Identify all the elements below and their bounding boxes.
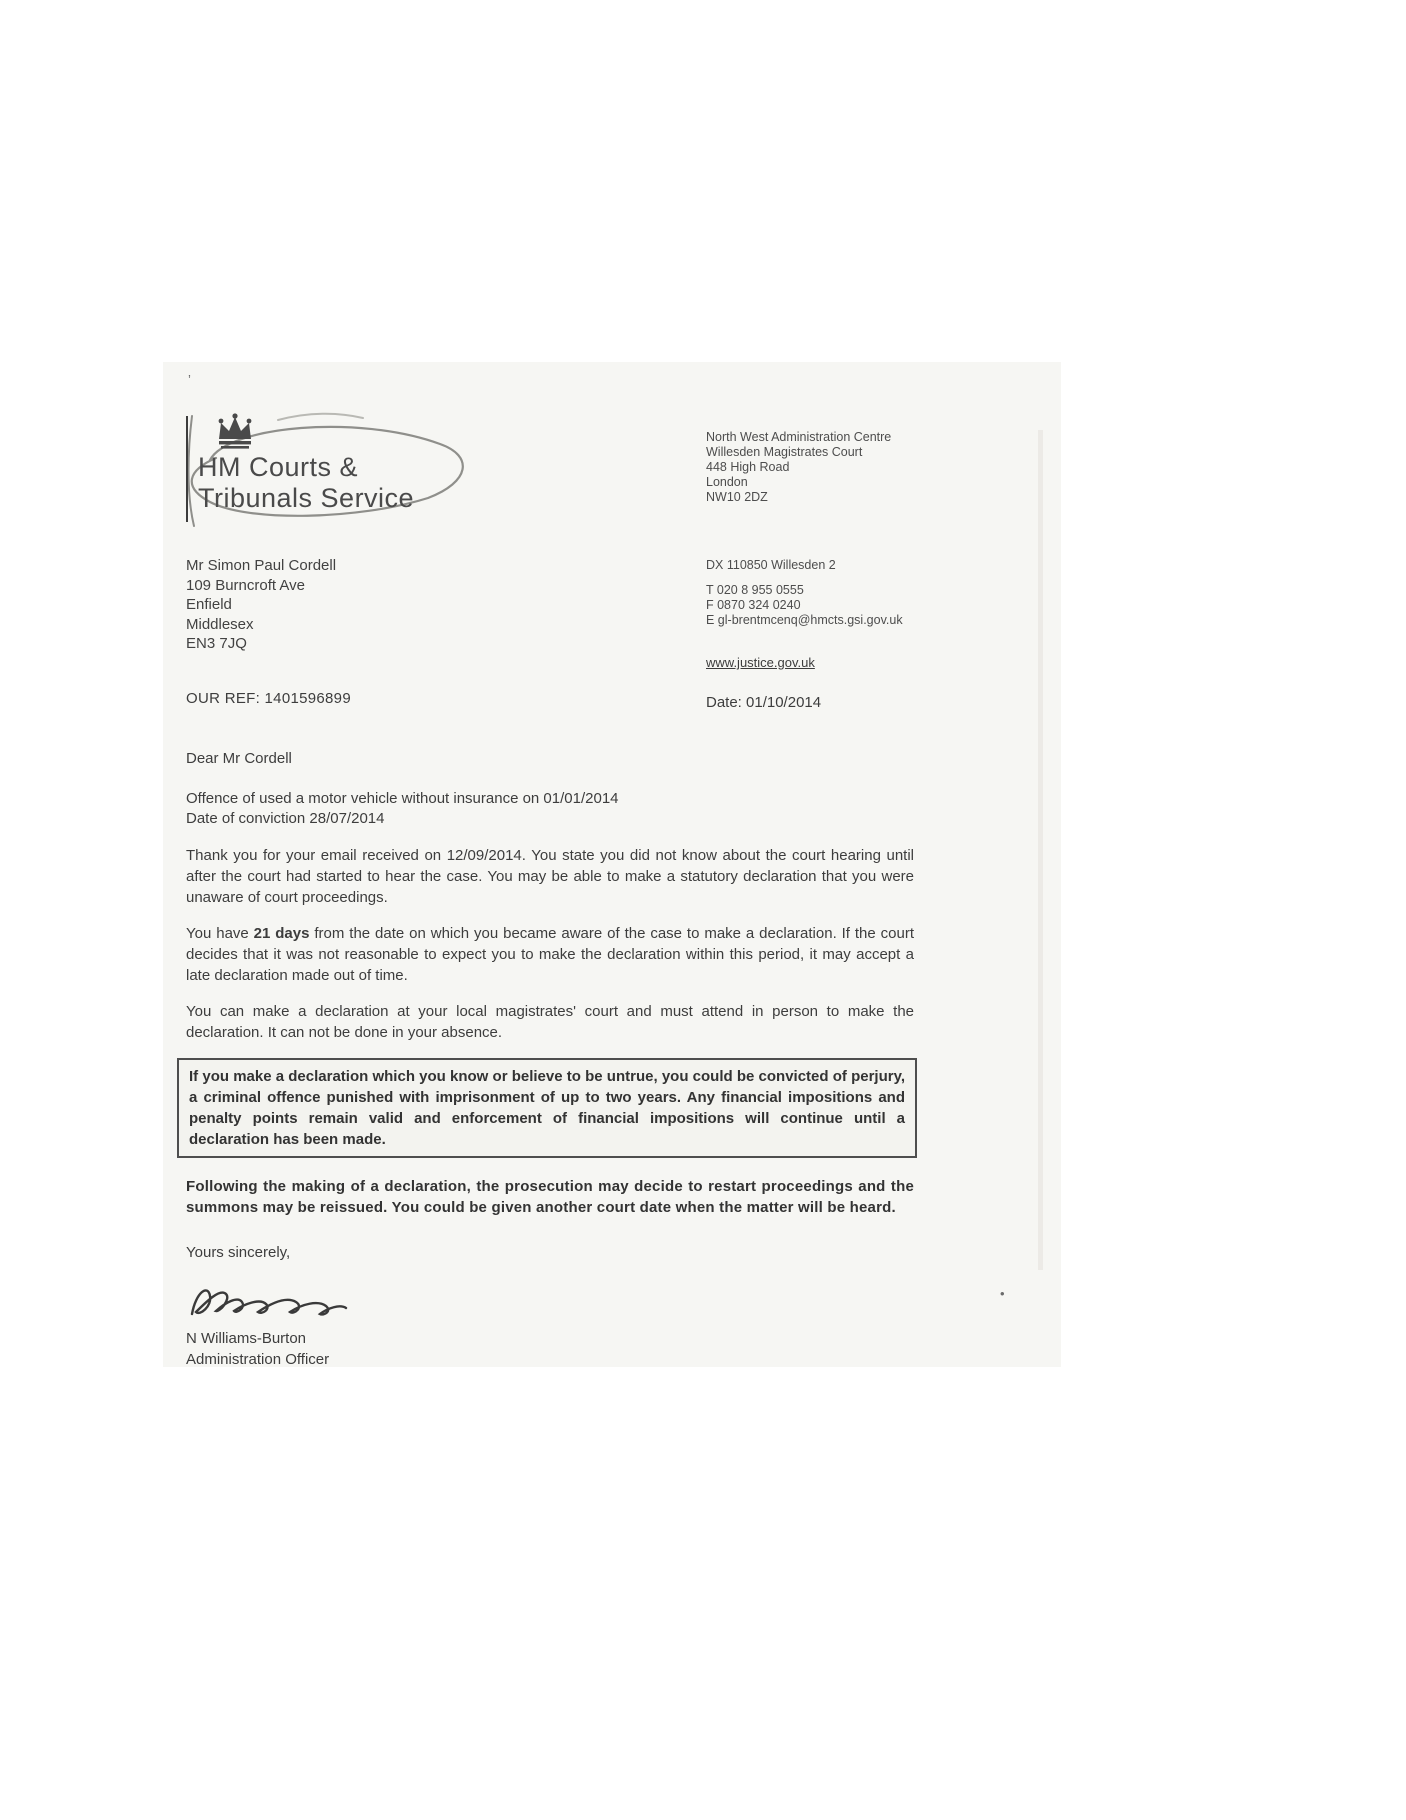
paragraph-email-received: Thank you for your email received on 12/09/2014. You state you did not know about the court hearing until after the court had started to hear the case. You may be able to make a statutory declaration that you were unaware of court proceedings.: [186, 847, 914, 906]
office-address-line: London: [706, 475, 748, 489]
signature-image: [186, 1278, 366, 1326]
recipient-address: [186, 556, 336, 654]
logo-text-line1: HM Courts &: [198, 452, 359, 482]
page-edge-shadow: [1038, 430, 1043, 1270]
signer-name: N Williams-Burton: [186, 1330, 307, 1347]
recipient-line: Enfield: [186, 596, 232, 613]
crown-icon: [212, 412, 258, 452]
paragraph-21-days-prefix: You have: [186, 925, 254, 942]
fax-line: F 0870 324 0240: [706, 598, 801, 612]
office-address: [706, 430, 1006, 505]
logo-text-line2: Tribunals Service: [198, 483, 415, 513]
paragraph-21-days-rest: from the date on which you became aware of the case to make a declaration. If the court decides that it was not reasonable to expect you to make the declaration within this period, it may accept a late declaration made out of time.: [186, 925, 914, 984]
letter-body: [186, 748, 914, 1370]
scan-artifact-dot: •: [1000, 1286, 1005, 1301]
office-address-line: Willesden Magistrates Court: [706, 445, 863, 459]
office-address-line: 448 High Road: [706, 460, 790, 474]
phone-line: T 020 8 955 0555: [706, 583, 804, 597]
closing: Yours sincerely,: [186, 1244, 291, 1261]
dx-exchange-line: DX 110850 Willesden 2: [706, 558, 836, 572]
recipient-line: EN3 7JQ: [186, 635, 247, 652]
website-link: www.justice.gov.uk: [706, 655, 815, 670]
signer-title: Administration Officer: [186, 1351, 330, 1368]
letter-date: Date: 01/10/2014: [706, 694, 822, 711]
recipient-line: 109 Burncroft Ave: [186, 576, 305, 594]
scan-artifact-mark: ’: [188, 372, 191, 387]
paragraph-following-declaration: Following the making of a declaration, the prosecution may decide to restart proceedings and the summons may be reissued. You could be given another court date when the matter will be heard.: [186, 1178, 914, 1216]
paragraph-local-court: You can make a declaration at your local magistrates' court and must attend in person to make the declaration. It can not be done in your absence.: [186, 1003, 914, 1041]
subject-line-conviction: Date of conviction 28/07/2014: [186, 810, 385, 827]
subject-line-offence: Offence of used a motor vehicle without insurance on 01/01/2014: [186, 790, 619, 807]
recipient-line: Middlesex: [186, 615, 254, 633]
contact-details: [706, 583, 1006, 628]
office-address-line: North West Administration Centre: [706, 430, 892, 444]
hmcts-logo: [198, 412, 478, 514]
salutation: Dear Mr Cordell: [186, 750, 292, 767]
paragraph-21-days: [186, 923, 914, 986]
our-reference: OUR REF: 1401596899: [186, 690, 351, 707]
recipient-line: Mr Simon Paul Cordell: [186, 557, 337, 574]
office-address-line: NW10 2DZ: [706, 490, 768, 504]
perjury-warning-box: If you make a declaration which you know or believe to be untrue, you could be convicted of perjury, a criminal offence punished with imprisonment of up to two years. Any financial impositions and penalty points remain valid and enforcement of financial impositions will continue until a declaration has been made.: [177, 1058, 917, 1158]
paragraph-21-days-bold: 21 days: [253, 925, 310, 942]
email-line: E gl-brentmcenq@hmcts.gsi.gov.uk: [706, 613, 903, 627]
subject-lines: [186, 789, 914, 829]
logo-left-rule: [186, 416, 188, 522]
